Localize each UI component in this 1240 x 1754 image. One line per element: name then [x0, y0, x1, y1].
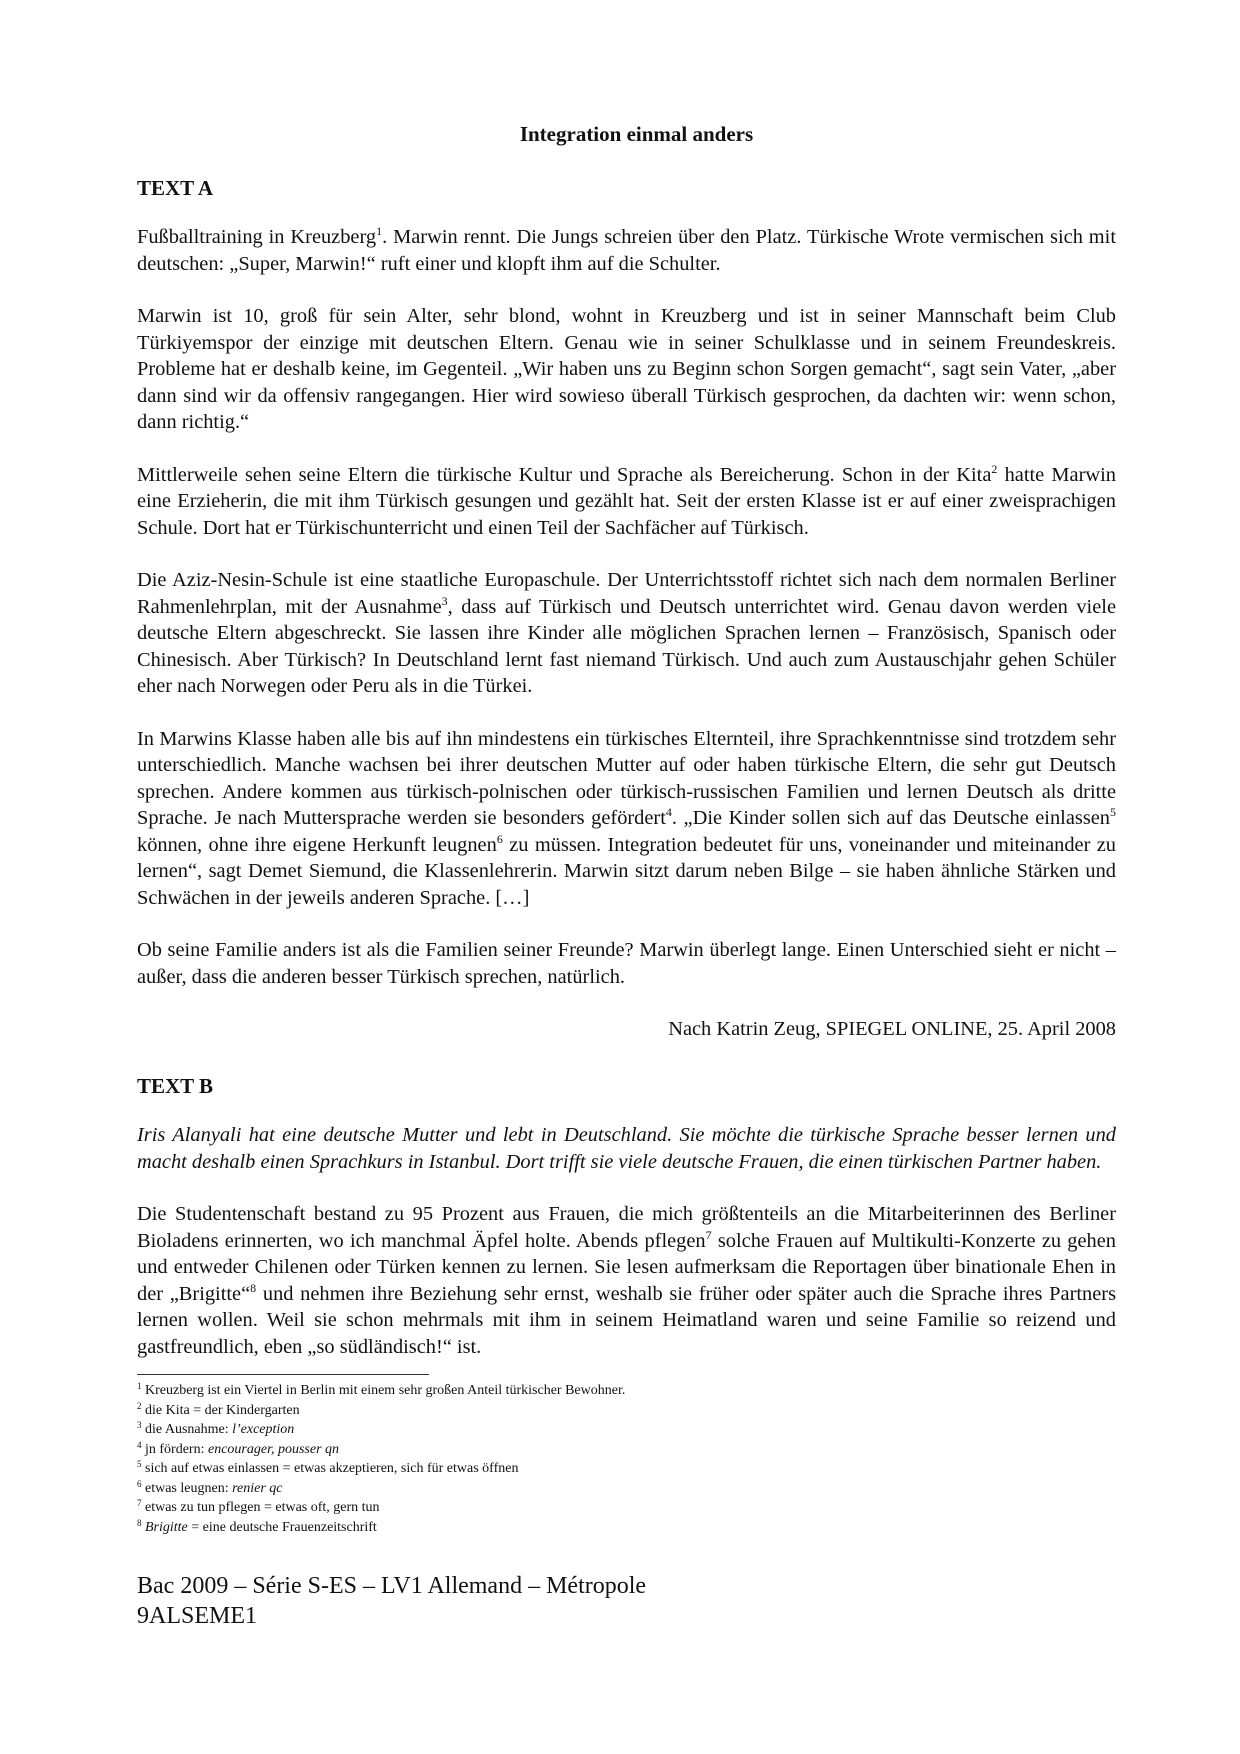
footnote-ref-4: 4	[665, 805, 672, 819]
footnote-ref-6: 6	[496, 831, 503, 846]
footnote-7: $^7$ etwas zu tun pflegen = etwas oft, gern tun	[137, 1498, 380, 1515]
text-a-paragraph-1: Fußballtraining in Kreuzberg$^1$. Marwin rennt. Die Jungs schreien über den Platz. Türkische Wrote vermischen sich mit deutschen: „Super, Marwin!“ ruft einer und klopft ihm auf die Schulter.	[137, 224, 1116, 275]
footnote-ref-1: 1	[376, 224, 383, 238]
footnote-6: $^6$ etwas leugnen: renier qc	[137, 1478, 283, 1496]
text-a-paragraph-3: Mittlerweile sehen seine Eltern die türkische Kultur und Sprache als Bereicherung. Schon in der Kita$^2$ hatte Marwin eine Erzieherin, die mit ihm Türkisch gesungen und gezählt hat. Seit der ersten Klasse ist er auf einer zweisprachigen Schule. Dort hat er Türkischunterricht und einen Teil der Sachfächer auf Türkisch.	[137, 461, 1116, 539]
footnote-divider	[137, 1374, 429, 1375]
document-title: Integration einmal anders	[519, 122, 754, 146]
footnote-ref-5: 5	[1110, 805, 1116, 819]
text-a-paragraph-4: Die Aziz-Nesin-Schule ist eine staatliche Europaschule. Der Unterrichtsstoff richtet sich nach dem normalen Berliner Rahmenlehrplan, mit der Ausnahme$^3$, dass auf Türkisch und Deutsch unterrichtet wird. Genau davon werden viele deutsche Eltern abgeschreckt. Sie lassen ihre Kinder alle möglichen Sprachen lernen – Französisch, Spanisch oder Chinesisch. Aber Türkisch? In Deutschland lernt fast niemand Türkisch. Und auch zum Austauschjahr gehen Schüler eher nach Norwegen oder Peru als in die Türkei.	[137, 569, 1116, 697]
footnote-ref-7: 7	[705, 1227, 712, 1242]
text-a-paragraph-5: In Marwins Klasse haben alle bis auf ihn mindestens ein türkisches Elternteil, ihre Sprachkenntnisse sind trotzdem sehr unterschiedlich. Manche wachsen bei ihrer deutschen Mutter auf oder haben türkische Eltern, die sehr gut Deutsch sprechen. Andere kommen aus türkisch-polnischen oder türkisch-russischen Familien und lernen Deutsch als dritte Sprache. Je nach Muttersprache werden sie besonders gefördert$^4$. „Die Kinder sollen sich auf das Deutsche einlassen$^5$ können, ohne ihre eigene Herkunft leugnen$^6$ zu müssen. Integration bedeutet für uns, voneinander und miteinander zu lernen“, sagt Demet Siemund, die Klassenlehrerin. Marwin sitzt darum neben Bilge – sie haben ähnliche Stärken und Schwächen in der jeweils anderen Sprache. […]	[137, 727, 1117, 909]
text-a-paragraph-2: Marwin ist 10, groß für sein Alter, sehr blond, wohnt in Kreuzberg und ist in seiner Mannschaft beim Club Türkiyemspor der einzige mit deutschen Eltern. Genau wie in seiner Schulklasse und in seinem Freundeskreis. Probleme hat er deshalb keine, im Gegenteil. „Wir haben uns zu Beginn schon Sorgen gemacht“, sagt sein Vater, „aber dann sind wir da offensiv rangegangen. Hier wird sowieso überall Türkisch gesprochen, da dachten wir: wenn schon, dann richtig.“	[137, 305, 1116, 433]
footnotes	[137, 1381, 1116, 1537]
footnote-ref-2: 2	[991, 461, 998, 476]
footnote-2: $^2$ die Kita = der Kindergarten	[137, 1400, 300, 1418]
footnote-3: $^3$ die Ausnahme: l’exception	[137, 1420, 295, 1437]
text-a-source: Nach Katrin Zeug, SPIEGEL ONLINE, 25. April 2008	[668, 1018, 1116, 1040]
text-b-heading: TEXT B	[137, 1074, 214, 1098]
footer-exam-line: Bac 2009 – Série S-ES – LV1 Allemand – Métropole	[137, 1573, 647, 1599]
document-page	[137, 120, 1116, 1631]
footnote-ref-8: 8	[250, 1280, 257, 1295]
text-b-intro: Iris Alanyali hat eine deutsche Mutter und lebt in Deutschland. Sie möchte die türkische Sprache besser lernen und macht deshalb einen Sprachkurs in Istanbul. Dort trifft sie viele deutsche Frauen, die einen türkischen Partner haben.	[137, 1124, 1116, 1173]
footnote-ref-3: 3	[441, 593, 448, 608]
footer-code: 9ALSEME1	[137, 1603, 257, 1629]
footnote-1: $^1$ Kreuzberg ist ein Viertel in Berlin mit einem sehr großen Anteil türkischer Bewohner.	[137, 1381, 626, 1398]
text-b-section	[137, 1072, 1116, 1360]
footnote-4: $^4$ jn fördern: encourager, pousser qn	[137, 1439, 340, 1457]
footnote-5: $^5$ sich auf etwas einlassen = etwas akzeptieren, sich für etwas öffnen	[137, 1459, 519, 1476]
text-a-section	[137, 174, 1116, 1042]
text-a-paragraph-6: Ob seine Familie anders ist als die Familien seiner Freunde? Marwin überlegt lange. Einen Unterschied sieht er nicht – außer, dass die anderen besser Türkisch sprechen, natürlich.	[137, 939, 1116, 988]
page-footer	[137, 1571, 1116, 1631]
text-a-heading: TEXT A	[137, 176, 214, 200]
footnote-8: $^8$ Brigitte = eine deutsche Frauenzeitschrift	[137, 1517, 377, 1535]
text-b-paragraph-1: Die Studentenschaft bestand zu 95 Prozent aus Frauen, die mich größtenteils an die Mitarbeiterinnen des Berliner Bioladens erinnerten, wo ich manchmal Äpfel holte. Abends pflegen$^7$ solche Frauen auf Multikulti-Konzerte zu gehen und entweder Chilenen oder Türken kennen zu lernen. Sie lesen aufmerksam die Reportagen über binationale Ehen in der „Brigitte“$^8$ und nehmen ihre Beziehung sehr ernst, weshalb sie früher oder später auch die Sprache ihres Partners lernen wollen. Weil sie schon mehrmals mit ihm in seinem Heimatland waren und seine Familie so reizend und gastfreundlich, eben „so südländisch!“ ist.	[137, 1203, 1117, 1358]
